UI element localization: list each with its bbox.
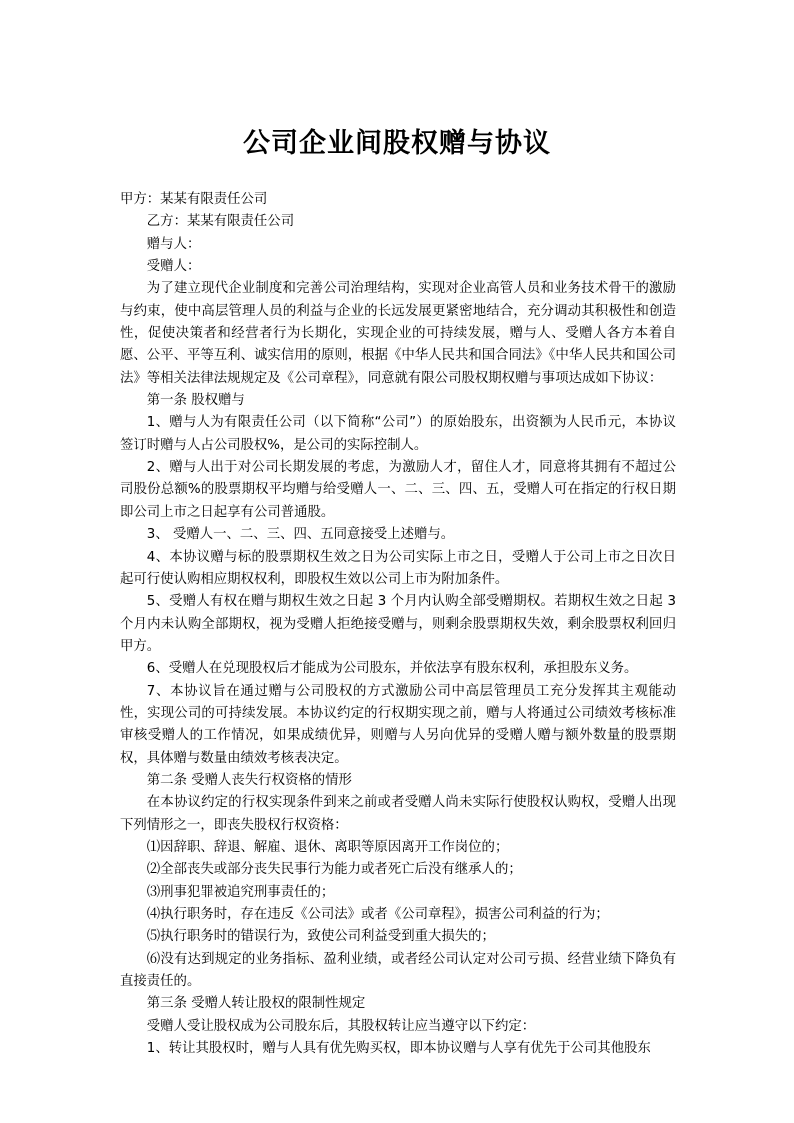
donee-line: 受赠人： xyxy=(146,259,201,275)
article-3-intro: 受赠人受让股权成为公司股东后，其股权转让应当遵守以下约定： xyxy=(146,1018,536,1034)
page-title: 公司企业间股权赠与协议 xyxy=(243,128,551,159)
article-2-item-2: ⑵全部丧失或部分丧失民事行为能力或者死亡后没有继承人的； xyxy=(146,862,522,878)
article-1-clause-6: 6、受赠人在兑现股权后才能成为公司股东，并依法享有股东权利，承担股东义务。 xyxy=(146,661,638,677)
article-2-item-1: ⑴因辞职、辞退、解雇、退休、离职等原因离开工作岗位的； xyxy=(146,839,509,855)
article-1-clause-2: 2、赠与人出于对公司长期发展的考虑，为激励人才，留住人才，同意将其拥有不超过公司股份总额%的股票期权平均赠与给受赠人一、二、三、四、五，受赠人可在指定的行权日期即公司上市之日起享有公司普通股。 xyxy=(120,460,676,520)
article-1-clause-5: 5、受赠人有权在赠与期权生效之日起 3 个月内认购全部受赠期权。若期权生效之日起 3 个月内未认购全部期权，视为受赠人拒绝接受赠与，则剩余股票期权失效，剩余股票权利回归甲方。 xyxy=(120,594,676,654)
article-1-clause-3: 3、 受赠人一、二、三、四、五同意接受上述赠与。 xyxy=(146,527,455,543)
donor-line: 赠与人： xyxy=(146,236,201,252)
preamble-paragraph: 为了建立现代企业制度和完善公司治理结构，实现对企业高管人员和业务技术骨干的激励与约束，使中高层管理人员的利益与企业的长远发展更紧密地结合，充分调动其积极性和创造性，促使决策者和经营者行为长期化，实现企业的可持续发展，赠与人、受赠人各方本着自愿、公平、平等互利、诚实信用的原则，根据《中华人民共和国合同法》《中华人民共和国公司法》等相关法律法规规定及《公司章程》，同意就有限公司股权期权赠与事项达成如下协议： xyxy=(120,281,676,386)
article-1-heading: 第一条 股权赠与 xyxy=(146,393,245,409)
party-a-line: 甲方：某某有限责任公司 xyxy=(120,192,268,207)
article-2-item-4: ⑷执行职务时，存在违反《公司法》或者《公司章程》，损害公司利益的行为； xyxy=(146,907,609,922)
article-2-item-6: ⑹没有达到规定的业务指标、盈利业绩，或者经公司认定对公司亏损、经营业绩下降负有直接责任的。 xyxy=(120,951,676,990)
article-1-clause-7: 7、本协议旨在通过赠与公司股权的方式激励公司中高层管理员工充分发挥其主观能动性，实现公司的可持续发展。本协议约定的行权期实现之前，赠与人将通过公司绩效考核标准审核受赠人的工作情况，如果成绩优异，则赠与人另向优异的受赠人赠与额外数量的股票期权，具体赠与数量由绩效考核表决定。 xyxy=(120,683,676,766)
party-b-line: 乙方：某某有限责任公司 xyxy=(146,214,295,230)
article-2-intro: 在本协议约定的行权实现条件到来之前或者受赠人尚未实际行使股权认购权，受赠人出现下列情形之一，即丧失股权行权资格： xyxy=(120,795,676,833)
article-1-clause-1: 1、赠与人为有限责任公司（以下简称“公司”）的原始股东，出资额为人民币元，本协议签订时赠与人占公司股权%，是公司的实际控制人。 xyxy=(120,415,676,453)
article-1-clause-4: 4、本协议赠与标的股票期权生效之日为公司实际上市之日，受赠人于公司上市之日次日起可行使认购相应期权权利，即股权生效以公司上市为附加条件。 xyxy=(120,549,676,587)
document-body xyxy=(120,189,676,1060)
article-2-item-3: ⑶刑事犯罪被追究刑事责任的； xyxy=(146,884,335,900)
article-2-item-5: ⑸执行职务时的错误行为，致使公司利益受到重大损失的； xyxy=(146,929,495,945)
article-3-heading: 第三条 受赠人转让股权的限制性规定 xyxy=(146,996,366,1012)
article-2-heading: 第二条 受赠人丧失行权资格的情形 xyxy=(146,772,352,788)
article-3-clause-1: 1、转让其股权时，赠与人具有优先购买权，即本协议赠与人享有优先于公司其他股东 xyxy=(146,1041,651,1057)
